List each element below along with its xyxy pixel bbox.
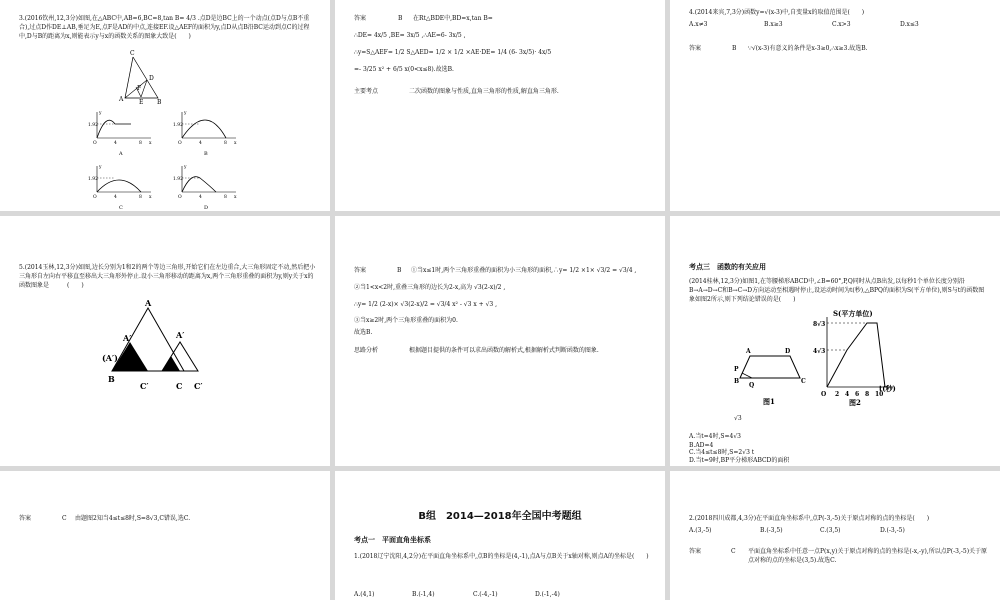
x-axis-label: x <box>149 141 152 146</box>
x-tick: 2 <box>835 391 840 398</box>
origin-label: O <box>178 141 182 146</box>
answer-value: C <box>731 548 736 555</box>
option-B: B.(-1,4) <box>412 591 435 598</box>
y-value: 1.92 <box>88 177 99 182</box>
option-A: A.(4,1) <box>354 591 375 598</box>
option-C: C.当4≤t≤8时,S=2√3 t <box>689 449 755 456</box>
label-B: B <box>734 378 740 385</box>
option-A: A.(3,-5) <box>689 527 712 534</box>
s-curve <box>827 323 885 387</box>
problem-text: 1.(2018辽宁沈阳,4,2分)在平面直角坐标系中,点B的坐标是(4,-1),点A与点B关于x轴对称,则点A的坐标是( ) <box>354 553 649 560</box>
label-C-prime-2: C′ <box>194 381 203 391</box>
x-axis-label: x <box>149 195 152 200</box>
x-end: 8 <box>139 141 142 146</box>
curve <box>97 120 131 138</box>
slide-answer-5 <box>335 216 665 466</box>
solution-line-1: ①当x≤1时,两个三角形重叠的面积为小三角形的面积,∴y= 1/2 ×1× √3/2 = √3/4 , <box>411 267 637 274</box>
option-graphs <box>0 0 330 211</box>
label-B: B <box>157 99 162 106</box>
solution-line-5: 故选B. <box>354 329 373 336</box>
root-mark: √3 <box>734 415 742 422</box>
solution-line-3: ∴y=S△AEF= 1/2 S△AED= 1/2 × 1/2 ×AE·DE= 1/4 (6- 3x/5)· 4x/5 <box>354 49 552 56</box>
label-C-prime: C′ <box>140 381 149 391</box>
y-axis-label: y <box>99 111 102 116</box>
x-axis-label: x <box>234 141 237 146</box>
y-value: 1.92 <box>173 177 184 182</box>
x-tick: 10 <box>875 391 884 398</box>
slide-problem-3 <box>0 0 330 211</box>
x-tick: 4 <box>114 141 117 146</box>
option-D: D.(-3,-5) <box>880 527 905 534</box>
y-value: 1.92 <box>88 123 99 128</box>
option-C: C.(3,5) <box>820 527 841 534</box>
idea-text: 根据题目提供的条件可以求出函数的解析式,根据解析式判断函数的图象. <box>409 347 599 354</box>
curve <box>182 120 226 138</box>
x-axis-label: t(秒) <box>879 384 896 393</box>
curve <box>182 177 216 192</box>
key-point: 二次函数的图象与性质,直角三角形的性质,解直角三角形. <box>409 88 559 95</box>
option-A: A.当t=4时,S=4√3 <box>689 433 741 440</box>
y-axis-label: y <box>99 165 102 170</box>
solution-line-4: ③当x≥2时,两个三角形重叠的面积为0. <box>354 317 458 324</box>
problem-text: (2014桂林,12,3分)如图1,在等腰梯形ABCD中,∠B=60°,P,Q同时从点B出发,以每秒1个单位长度分别沿B→A→D→C和B→C→D方向运动至相遇时停止,设运动时间为t(秒),△BPQ的面积为S(平方单位),则S与t的函数图象如图2所示,则下列结论错误的是( ) <box>689 278 985 303</box>
solution-line-3: ∴y= 1/2 (2-x)× √3(2-x)/2 = √3/4 x² - √3 x + √3 , <box>354 301 498 308</box>
x-end: 8 <box>224 141 227 146</box>
option-label: A <box>119 151 123 157</box>
x-tick: 4 <box>199 195 202 200</box>
option-D: D.x≤3 <box>900 21 919 28</box>
label-C: C <box>801 378 806 385</box>
y-tick-4root3: 4√3 <box>813 348 826 355</box>
answer-label: 答案 <box>354 15 367 22</box>
problem-text: 5.(2014玉林,12,3分)如图,边长分别为1和2的两个等边三角形,开始它们在左边重合,大三角形固定不动,然后把小三角形自左向右平移直至移出大三角形外停止.设小三角形移动的距离为x,两个三角形重叠的面积为y,则y关于x的函数图象是 ( ) <box>19 264 316 289</box>
explanation: 平面直角坐标系中任意一点P(x,y)关于原点对称的点的坐标是(-x,-y),所以点P(-3,-5)关于原点对称的点的坐标是(3,5).故选C. <box>748 548 988 564</box>
label-A: A <box>746 348 751 355</box>
label-D: D <box>149 75 154 82</box>
option-D: D.(-1,-4) <box>535 591 560 598</box>
y-value: 1.92 <box>173 123 184 128</box>
y-tick-8root3: 8√3 <box>813 321 826 328</box>
x-tick: 8 <box>865 391 870 398</box>
problem-text: 3.(2016钦州,12,3分)如图,在△ABC中,AB=6,BC=8,tan B= 4/3 .点D是边BC上的一个动点(点D与点B不重合),过点D作DE⊥AB,垂足为E,点F是AD的中点,连接EF.设△AEF的面积为y,点D从点B沿BC运动到点C的过程中,D与B的距离为x,则能表示y与x的函数关系的图象大致是( ) <box>19 15 310 40</box>
option-A: A.x≠3 <box>689 21 708 28</box>
idea-label: 思路分析 <box>354 347 379 354</box>
x-tick: 4 <box>114 195 117 200</box>
label-B: B <box>108 374 115 384</box>
solution-line-1: 在Rt△BDE中,BD=x,tan B= <box>413 15 493 22</box>
x-axis-label: x <box>234 195 237 200</box>
key-point-label: 主要考点 <box>354 88 379 95</box>
option-C: C.(-4,-1) <box>473 591 498 598</box>
figure-2-chart <box>670 216 1000 466</box>
solution-line-2: ②当1<x<2时,重叠三角形的边长为2-x,高为 √3(2-x)/2 , <box>354 284 506 291</box>
label-C: C <box>130 50 135 57</box>
section-heading: 考点三 函数的有关应用 <box>689 263 766 271</box>
option-label: B <box>204 151 208 157</box>
problem-text: 2.(2018四川成都,4,3分)在平面直角坐标系中,点P(-3,-5)关于原点对称的点的坐标是( ) <box>689 515 930 522</box>
origin-label: O <box>178 195 182 200</box>
label-A-prime-2: A′ <box>176 330 185 340</box>
slide-problem-5 <box>0 216 330 466</box>
answer-value: B <box>398 15 403 22</box>
figure-1-caption: 图1 <box>763 397 775 406</box>
slide-answer-topic-3 <box>0 471 330 600</box>
answer-label: 答案 <box>19 515 32 522</box>
answer-value: B <box>732 45 737 52</box>
option-label: D <box>204 205 209 211</box>
label-D: D <box>785 348 791 355</box>
option-B: B.(-3,5) <box>760 527 783 534</box>
x-end: 8 <box>139 195 142 200</box>
option-graphs <box>0 216 330 466</box>
label-P: P <box>734 366 739 373</box>
slide-topic-3 <box>670 216 1000 466</box>
answer-value: B <box>397 267 402 274</box>
y-axis-label: y <box>184 165 187 170</box>
option-B: B.AD=4 <box>689 442 714 449</box>
problem-text: 4.(2014来宾,7,3分)函数y=√(x-3)中,自变量x的取值范围是( ) <box>689 9 865 16</box>
answer-label: 答案 <box>354 267 367 274</box>
solution-line-2: ∴DE= 4x/5 ,BE= 3x/5 ,∴AE=6- 3x/5 , <box>354 32 466 39</box>
label-C: C <box>176 381 183 391</box>
x-tick: 6 <box>855 391 860 398</box>
label-Q: Q <box>749 382 755 389</box>
y-axis-label: y <box>184 111 187 116</box>
label-E: E <box>139 99 144 106</box>
origin-label: O <box>93 195 97 200</box>
option-C: C.x>3 <box>832 21 851 28</box>
answer-value: C <box>62 515 67 522</box>
label-A: A <box>119 96 124 103</box>
origin-label: O <box>93 141 97 146</box>
x-tick: 4 <box>845 391 850 398</box>
option-D: D.当t=9时,BP平分梯形ABCD的面积 <box>689 457 790 464</box>
explanation: 由题图2知当4≤t≤8时,S=8√3,C错误,选C. <box>75 515 191 522</box>
slide-group-b <box>335 471 665 600</box>
label-A-prime: A′ <box>123 333 132 343</box>
slide-problem-2 <box>670 471 1000 600</box>
section-heading: 考点一 平面直角坐标系 <box>354 536 431 544</box>
slide-problem-4 <box>670 0 1000 211</box>
x-end: 8 <box>224 195 227 200</box>
label-A-prime-paren: (A′) <box>102 353 118 363</box>
label-F: F <box>137 85 142 92</box>
label-A: A <box>145 298 152 308</box>
y-axis-label: S(平方单位) <box>833 309 873 318</box>
origin-label: O <box>821 391 827 398</box>
figure-2-caption: 图2 <box>849 398 861 407</box>
solution-line-4: =- 3/25 x² + 6/5 x(0<x≤8).故选B. <box>354 66 454 73</box>
option-B: B.x≥3 <box>764 21 783 28</box>
slide-answer-3 <box>335 0 665 211</box>
group-title: B组 2014—2018年全国中考题组 <box>418 511 582 522</box>
answer-label: 答案 <box>689 548 702 555</box>
option-label: C <box>119 205 123 211</box>
x-tick: 4 <box>199 141 202 146</box>
answer-label: 答案 <box>689 45 702 52</box>
explanation: ∵√(x-3)有意义的条件是x-3≥0,∴x≥3.故选B. <box>748 45 868 52</box>
curve <box>97 180 141 192</box>
